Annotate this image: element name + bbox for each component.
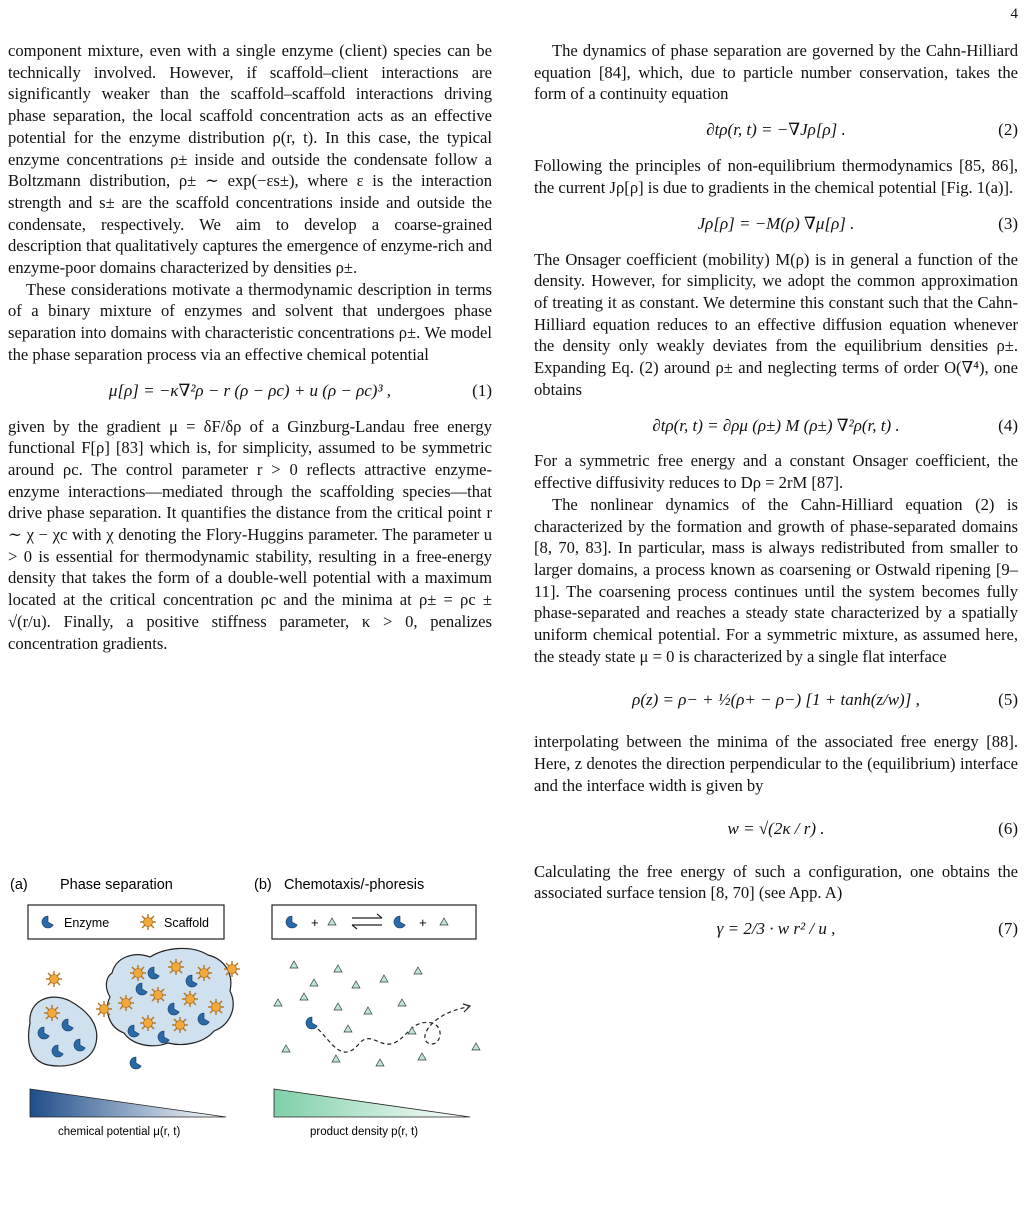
paragraph: For a symmetric free energy and a constant Onsager coefficient, the effective diffusivity reduces to Dρ = 2rM [87].	[534, 451, 1018, 493]
equation-number: (5)	[998, 689, 1018, 709]
paragraph: The nonlinear dynamics of the Cahn-Hilliard equation (2) is characterized by the formation and growth of phase-separated domains [8, 70, 83]. In particular, mass is always redistributed from smaller to larger domains, a process known as coarsening or Ostwald ripening [9–11]. The coarsening process continues until the system becomes fully phase-separated and reaches a steady state characterized by a spatially uniform chemical potential. For a symmetric mixture, as assumed here, the steady state μ = 0 is characterized by a single flat interface	[534, 494, 1018, 666]
paragraph: interpolating between the minima of the associated free energy [88]. Here, z denotes the direction perpendicular to the (equilibrium) interface and the interface width is given by	[534, 732, 1018, 795]
product-density-label: product density p(r, t)	[310, 1126, 419, 1138]
equation-1	[8, 366, 492, 416]
equation-number: (4)	[998, 415, 1018, 435]
scaffold-icon	[208, 999, 224, 1015]
equation-body: ρ(z) = ρ− + ½(ρ+ − ρ−) [1 + tanh(z/w)] ,	[632, 689, 920, 709]
chemical-potential-gradient	[30, 1089, 226, 1117]
product-icon	[344, 1025, 352, 1032]
chemical-potential-label: chemical potential μ(r, t)	[58, 1126, 181, 1138]
product-icon	[408, 1027, 416, 1034]
equation-4	[534, 400, 1018, 450]
product-icon	[290, 961, 298, 968]
paragraph: given by the gradient μ = δF/δρ of a Ginzburg-Landau free energy functional F[ρ] [83] which is, for simplicity, assumed to be symmetric around ρc. The control parameter r > 0 reflects attractive enzyme-enzyme interactions—mediated through the scaffolding species—that drive phase separation. It quantifies the distance from the critical point r ∼ χ − χc with χ denoting the Flory-Huggins parameter. The parameter u > 0 is essential for thermodynamic stability, resulting in a free-energy density that takes the form of a double-well potential with a maximum located at the critical concentration ρc and the minima at ρ± = ρc ± √(r/u). Finally, a positive stiffness parameter, κ > 0, penalizes concentration gradients.	[8, 416, 492, 653]
paragraph: The dynamics of phase separation are governed by the Cahn-Hilliard equation [84], which, due to particle number conservation, takes the form of a continuity equation	[534, 41, 1018, 104]
scaffold-icon	[118, 995, 134, 1011]
scaffold-icon	[196, 965, 212, 981]
product-icon	[282, 1045, 290, 1052]
equation-number: (7)	[998, 919, 1018, 939]
equation-number: (2)	[998, 120, 1018, 140]
product-icon	[376, 1059, 384, 1066]
trajectory	[318, 1007, 468, 1052]
equation-body: ∂tρ(r, t) = ∂ρμ (ρ±) M (ρ±) ∇²ρ(r, t) .	[652, 415, 900, 435]
scaffold-icon	[96, 1001, 112, 1017]
equation-number: (1)	[472, 380, 492, 400]
scaffold-icon	[140, 1015, 156, 1031]
scaffold-icon	[172, 1017, 188, 1033]
product-icon	[418, 1053, 426, 1060]
product-icon	[398, 999, 406, 1006]
enzyme-icon	[306, 1017, 317, 1029]
product-icon	[472, 1043, 480, 1050]
paragraph: component mixture, even with a single enzyme (client) species can be technically involved. However, if scaffold–client interactions are significantly weaker than the scaffold–scaffold interactions driving phase separation, the local scaffold concentration acts as an effective potential for the enzyme distribution ρ(r, t). In this case, the typical enzyme concentrations ρ± inside and outside the condensate follow a Boltzmann distribution, ρ± ∼ exp(−εs±), where ε is the interaction strength and s± are the scaffold concentrations inside and outside the condensate, respectively. We aim to develop a coarse-grained description that qualitatively captures the emergence of enzyme-rich and enzyme-poor domains characterized by densities ρ±.	[8, 41, 492, 278]
product-icon	[352, 981, 360, 988]
legend-scaffold-label: Scaffold	[164, 916, 209, 930]
paragraph: The Onsager coefficient (mobility) M(ρ) is in general a function of the density. However, for simplicity, we adopt the common approximation of treating it as constant. We determine this constant such that the Cahn-Hilliard equation reduces to an effective diffusion equation whenever the density only weakly deviates from the equilibrium densities ρ±. Expanding Eq. (2) around ρ± and neglecting terms of order O(∇⁴), one obtains	[534, 249, 1018, 399]
enzyme-icon	[130, 1057, 141, 1069]
product-icon	[334, 965, 342, 972]
figure-canvas	[8, 873, 492, 1207]
scaffold-icon	[130, 965, 146, 981]
equation-2	[534, 105, 1018, 155]
product-icon	[310, 979, 318, 986]
equation-body: γ = 2/3 · w r² / u ,	[716, 919, 836, 939]
scaffold-icon	[168, 959, 184, 975]
product-icon	[414, 967, 422, 974]
panel-b-title: Chemotaxis/-phoresis	[284, 877, 425, 893]
product-icon	[300, 993, 308, 1000]
scaffold-icon	[44, 1005, 60, 1021]
equation-5	[534, 667, 1018, 731]
legend-plus: +	[419, 915, 427, 930]
figure-1	[8, 873, 492, 1207]
product-icon	[334, 1003, 342, 1010]
scaffold-icon	[46, 971, 62, 987]
right-column	[534, 40, 1018, 954]
panel-a-tag: (a)	[10, 877, 28, 893]
equation-7	[534, 904, 1018, 954]
equation-body: ∂tρ(r, t) = −∇Jρ[ρ] .	[706, 120, 846, 140]
product-icon	[274, 999, 282, 1006]
equation-body: μ[ρ] = −κ∇²ρ − r (ρ − ρc) + u (ρ − ρc)³ ,	[108, 380, 392, 400]
legend-enzyme-label: Enzyme	[64, 916, 110, 930]
left-column	[8, 40, 492, 654]
panel-b-tag: (b)	[254, 877, 272, 893]
scaffold-icon	[140, 914, 156, 930]
product-icon	[380, 975, 388, 982]
equation-body: w = √(2κ / r) .	[727, 818, 825, 838]
product-icon	[364, 1007, 372, 1014]
paragraph: Calculating the free energy of such a configuration, one obtains the associated surface tension [8, 70] (see App. A)	[534, 861, 1018, 903]
panel-a-title: Phase separation	[60, 877, 173, 893]
legend-plus: +	[311, 915, 319, 930]
equation-3	[534, 199, 1018, 249]
scaffold-icon	[182, 991, 198, 1007]
paragraph: These considerations motivate a thermodynamic description in terms of a binary mixture of enzymes and solvent that undergoes phase separation into domains with characteristic concentrations ρ±. We model the phase separation process via an effective chemical potential	[8, 279, 492, 364]
equation-6	[534, 797, 1018, 861]
scaffold-icon	[224, 961, 240, 977]
equation-number: (3)	[998, 213, 1018, 233]
equation-body: Jρ[ρ] = −M(ρ) ∇μ[ρ] .	[697, 213, 855, 233]
scaffold-icon	[150, 987, 166, 1003]
product-icon	[332, 1055, 340, 1062]
product-density-gradient	[274, 1089, 470, 1117]
page-number: 4	[1010, 6, 1018, 22]
paragraph: Following the principles of non-equilibrium thermodynamics [85, 86], the current Jρ[ρ] is due to gradients in the chemical potential [Fig. 1(a)].	[534, 156, 1018, 197]
equation-number: (6)	[998, 818, 1018, 838]
